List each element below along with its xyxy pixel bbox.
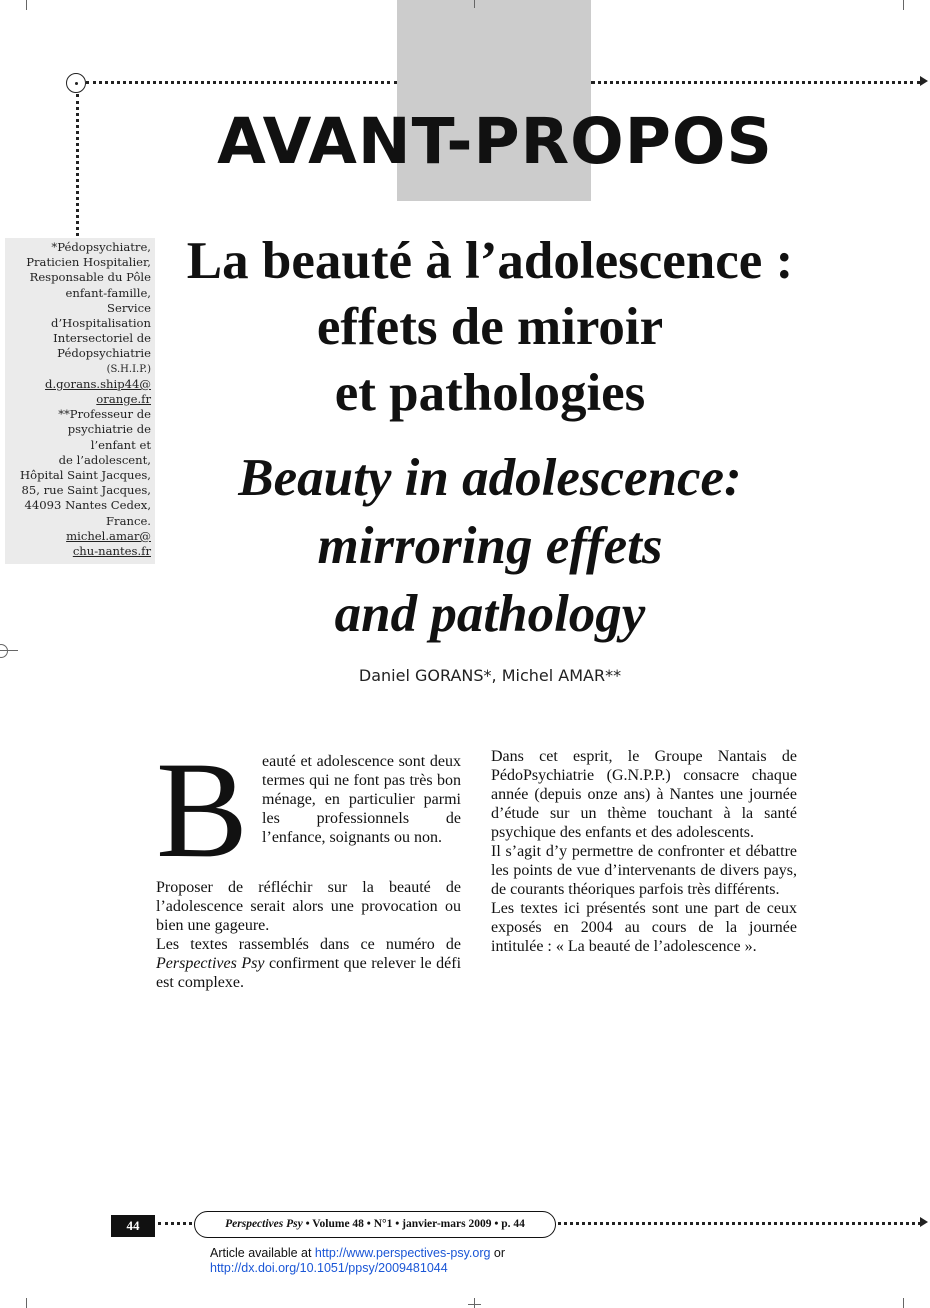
- affiliation-line: 85, rue Saint Jacques,: [21, 483, 151, 498]
- affiliation-line: Praticien Hospitalier,: [26, 255, 151, 270]
- title-en-line: and pathology: [334, 585, 646, 643]
- doi-url-link[interactable]: http://dx.doi.org/10.1051/ppsy/2009481044: [210, 1261, 448, 1275]
- affiliation-line: Intersectoriel de: [53, 331, 151, 346]
- crop-mark: [903, 0, 904, 10]
- page-number: 44: [111, 1215, 155, 1237]
- affiliation-line: France.: [105, 513, 151, 528]
- affiliation-line: l’enfant et: [90, 437, 151, 452]
- affiliation-line: enfant-famille,: [65, 285, 151, 300]
- body-paragraph: Les textes ici présentés sont une part de ceux exposés en 2004 au cours de la journée intitulée : « La beauté de l’adolescence ».: [491, 900, 797, 955]
- intro-paragraph: eauté et adolescence sont deux termes qui ne font pas très bon ménage, en particulier parmi les professionnels de l’enfance, soignants ou non.: [262, 753, 461, 846]
- affiliation-line: (S.H.I.P.): [106, 363, 151, 375]
- affiliation-line: **Professeur de: [58, 407, 151, 422]
- body-paragraph: Il s’agit d’y permettre de confronter et débattre les points de vue d’intervenants de divers pays, de courants théoriques parfois très différents.: [491, 843, 797, 898]
- availability-note: [210, 1246, 505, 1276]
- journal-citation: [194, 1211, 556, 1238]
- article-authors: Daniel GORANS*, Michel AMAR**: [358, 666, 622, 685]
- body-paragraph: Proposer de réfléchir sur la beauté de l’adolescence serait alors une provocation ou bien une gageure.: [156, 879, 461, 934]
- corner-circle-icon: [66, 73, 86, 93]
- body-column-left: [156, 733, 462, 992]
- title-fr-line: effets de miroir: [316, 298, 664, 356]
- body-text: Les textes rassemblés dans ce numéro de: [156, 936, 461, 953]
- body-column-right: [491, 747, 797, 956]
- journal-name-italic: Perspectives Psy: [156, 955, 265, 972]
- author2-email-link[interactable]: michel.amar@: [66, 528, 151, 543]
- body-paragraph: Dans cet esprit, le Groupe Nantais de PédoPsychiatrie (G.N.P.P.) consacre chaque année (depuis onze ans) à Nantes une journée d’étude sur un thème touchant à la santé psychique des enfants et des adolescents.: [491, 748, 797, 841]
- body-text: confirment que relever le défi est complexe.: [156, 955, 462, 991]
- affiliation-line: 44093 Nantes Cedex,: [24, 498, 151, 513]
- footer-dotted-rule-left: [158, 1222, 192, 1225]
- dotted-rule-left: [76, 94, 79, 236]
- author1-email-link[interactable]: d.gorans.ship44@: [45, 376, 151, 391]
- site-url-link[interactable]: http://www.perspectives-psy.org: [314, 1246, 491, 1260]
- affiliation-text: [14, 240, 151, 559]
- affiliation-line: Service: [107, 300, 151, 315]
- citation-details: • Volume 48 • N°1 • janvier-mars 2009 • p. 44: [302, 1218, 525, 1230]
- title-en-line: mirroring effets: [317, 517, 663, 575]
- crop-mark: [903, 1298, 904, 1308]
- dotted-rule-top-left: [86, 81, 397, 84]
- body-paragraph: [156, 935, 461, 992]
- crop-mark: [26, 1298, 27, 1308]
- affiliation-line: Hôpital Saint Jacques,: [20, 468, 151, 483]
- drop-cap: B: [156, 733, 249, 886]
- article-title-fr: [160, 228, 820, 426]
- availability-text: Article available at: [210, 1246, 315, 1260]
- article-title-en: [160, 444, 820, 648]
- arrow-right-icon: [920, 76, 928, 86]
- author2-email-link[interactable]: chu-nantes.fr: [72, 544, 151, 559]
- crop-mark: [474, 1298, 475, 1308]
- affiliation-line: Responsable du Pôle: [29, 270, 151, 285]
- arrow-right-icon: [920, 1217, 928, 1227]
- dotted-rule-top-right: [591, 81, 921, 84]
- title-fr-line: La beauté à l’adolescence :: [186, 232, 794, 290]
- title-en-line: Beauty in adolescence:: [238, 449, 742, 507]
- crop-mark: [474, 0, 475, 8]
- affiliation-line: Pédopsychiatrie: [57, 346, 151, 361]
- affiliation-line: *Pédopsychiatre,: [51, 240, 151, 254]
- title-fr-line: et pathologies: [334, 364, 646, 422]
- author1-email-link[interactable]: orange.fr: [96, 392, 151, 407]
- registration-mark: [0, 644, 8, 658]
- affiliation-line: psychiatrie de: [67, 422, 151, 437]
- crop-mark: [468, 1304, 481, 1305]
- availability-text: or: [490, 1246, 506, 1260]
- crop-mark: [26, 0, 27, 10]
- footer-dotted-rule-right: [558, 1222, 921, 1225]
- affiliation-line: de l’adolescent,: [58, 452, 151, 467]
- affiliation-line: d’Hospitalisation: [51, 316, 151, 331]
- section-heading: AVANT-PROPOS: [217, 105, 773, 178]
- journal-name: Perspectives Psy: [225, 1218, 303, 1230]
